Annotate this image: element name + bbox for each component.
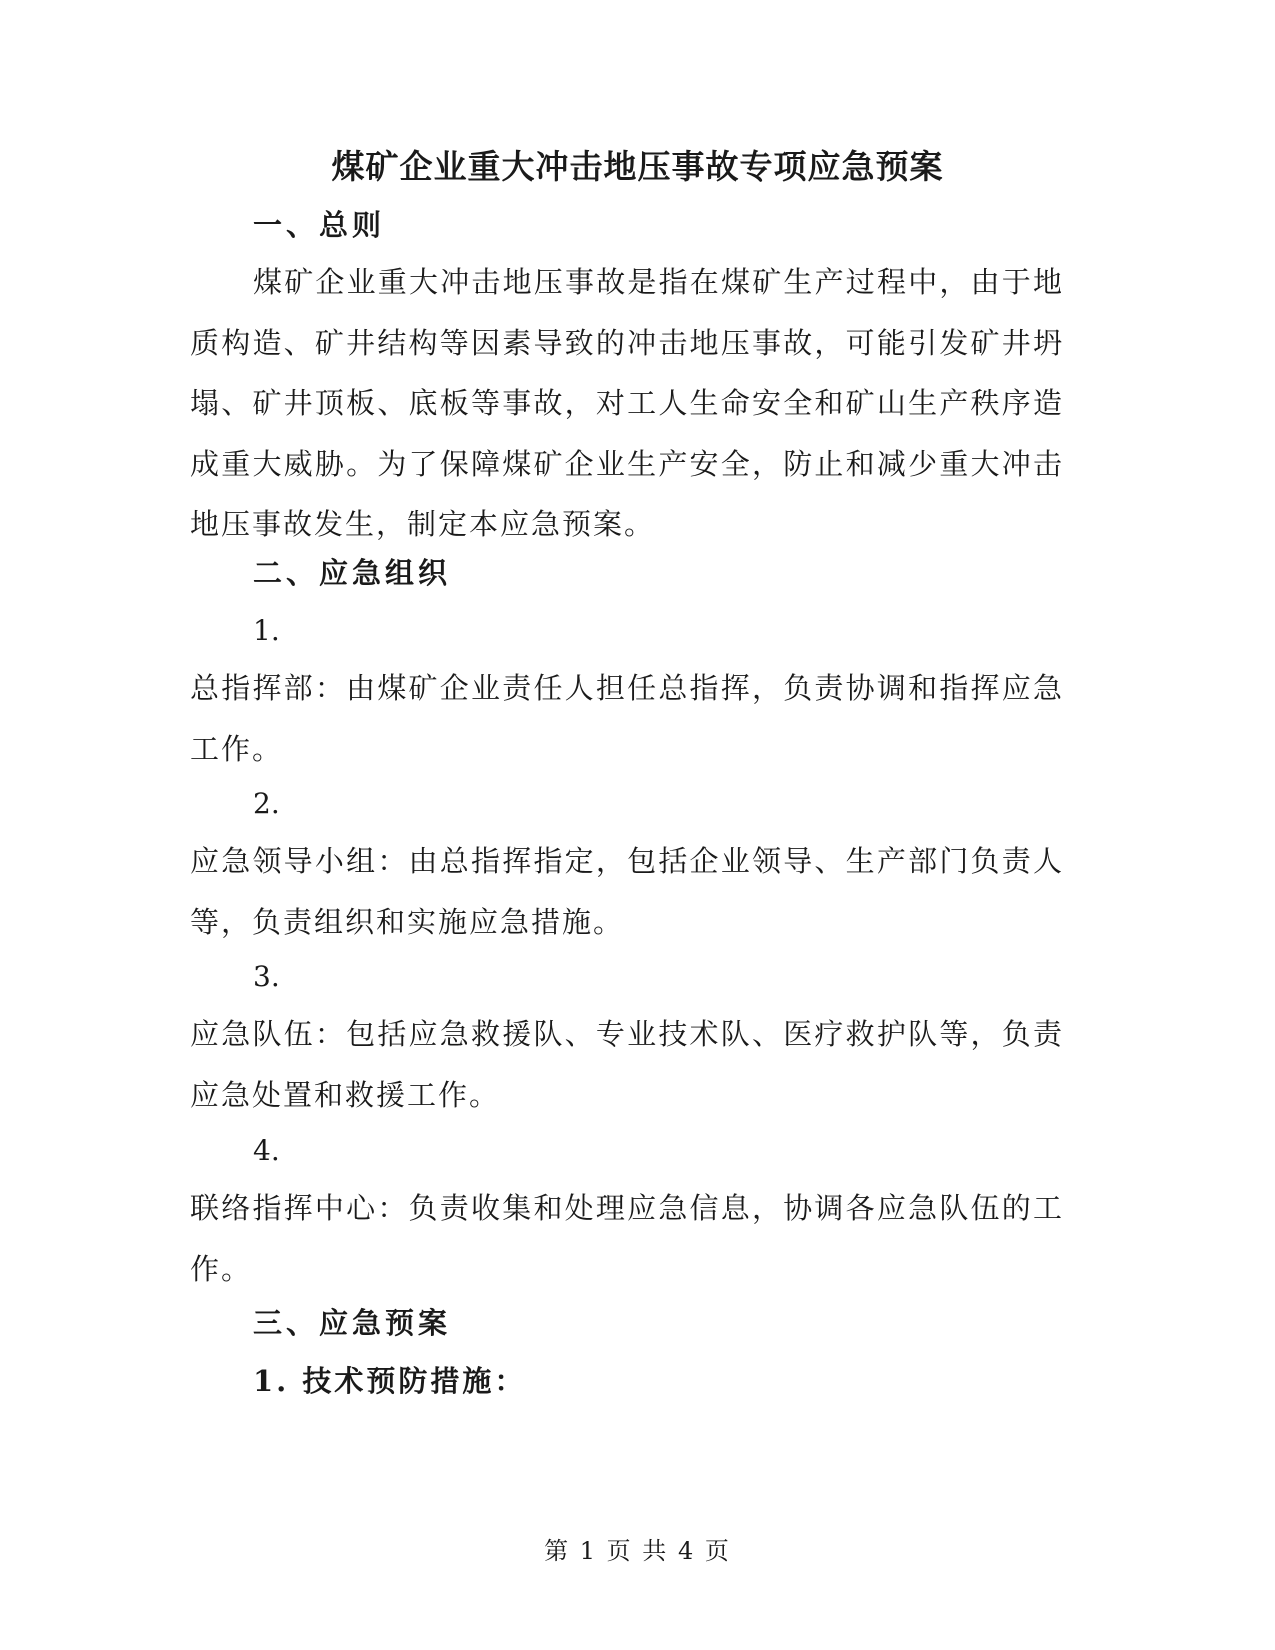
plan-subheading: 1. 技术预防措施：	[253, 1364, 527, 1398]
section-heading-plan: 三、应急预案	[253, 1306, 452, 1340]
org-item-text-1: 总指挥部：由煤矿企业责任人担任总指挥，负责协调和指挥应急工作。	[190, 671, 1064, 766]
section-heading-general: 一、总则	[253, 208, 386, 242]
org-item-number-1: 1.	[253, 614, 280, 647]
org-item-text-4: 联络指挥中心：负责收集和处理应急信息，协调各应急队伍的工作。	[190, 1191, 1064, 1286]
org-item-number-2: 2.	[253, 787, 280, 820]
org-item-number-3: 3.	[253, 960, 280, 993]
document-title: 煤矿企业重大冲击地压事故专项应急预案	[331, 147, 944, 186]
page-number-footer: 第 1 页 共 4 页	[544, 1537, 731, 1565]
org-item-number-4: 4.	[253, 1134, 280, 1167]
section-heading-organization: 二、应急组织	[253, 556, 452, 590]
org-item-text-2: 应急领导小组：由总指挥指定，包括企业领导、生产部门负责人等，负责组织和实施应急措施。	[190, 844, 1064, 939]
general-paragraph: 煤矿企业重大冲击地压事故是指在煤矿生产过程中，由于地质构造、矿井结构等因素导致的冲击地压事故，可能引发矿井坍塌、矿井顶板、底板等事故，对工人生命安全和矿山生产秩序造成重大威胁。为了保障煤矿企业生产安全，防止和减少重大冲击地压事故发生，制定本应急预案。	[190, 265, 1064, 541]
org-item-text-3: 应急队伍：包括应急救援队、专业技术队、医疗救护队等，负责应急处置和救援工作。	[190, 1017, 1064, 1112]
